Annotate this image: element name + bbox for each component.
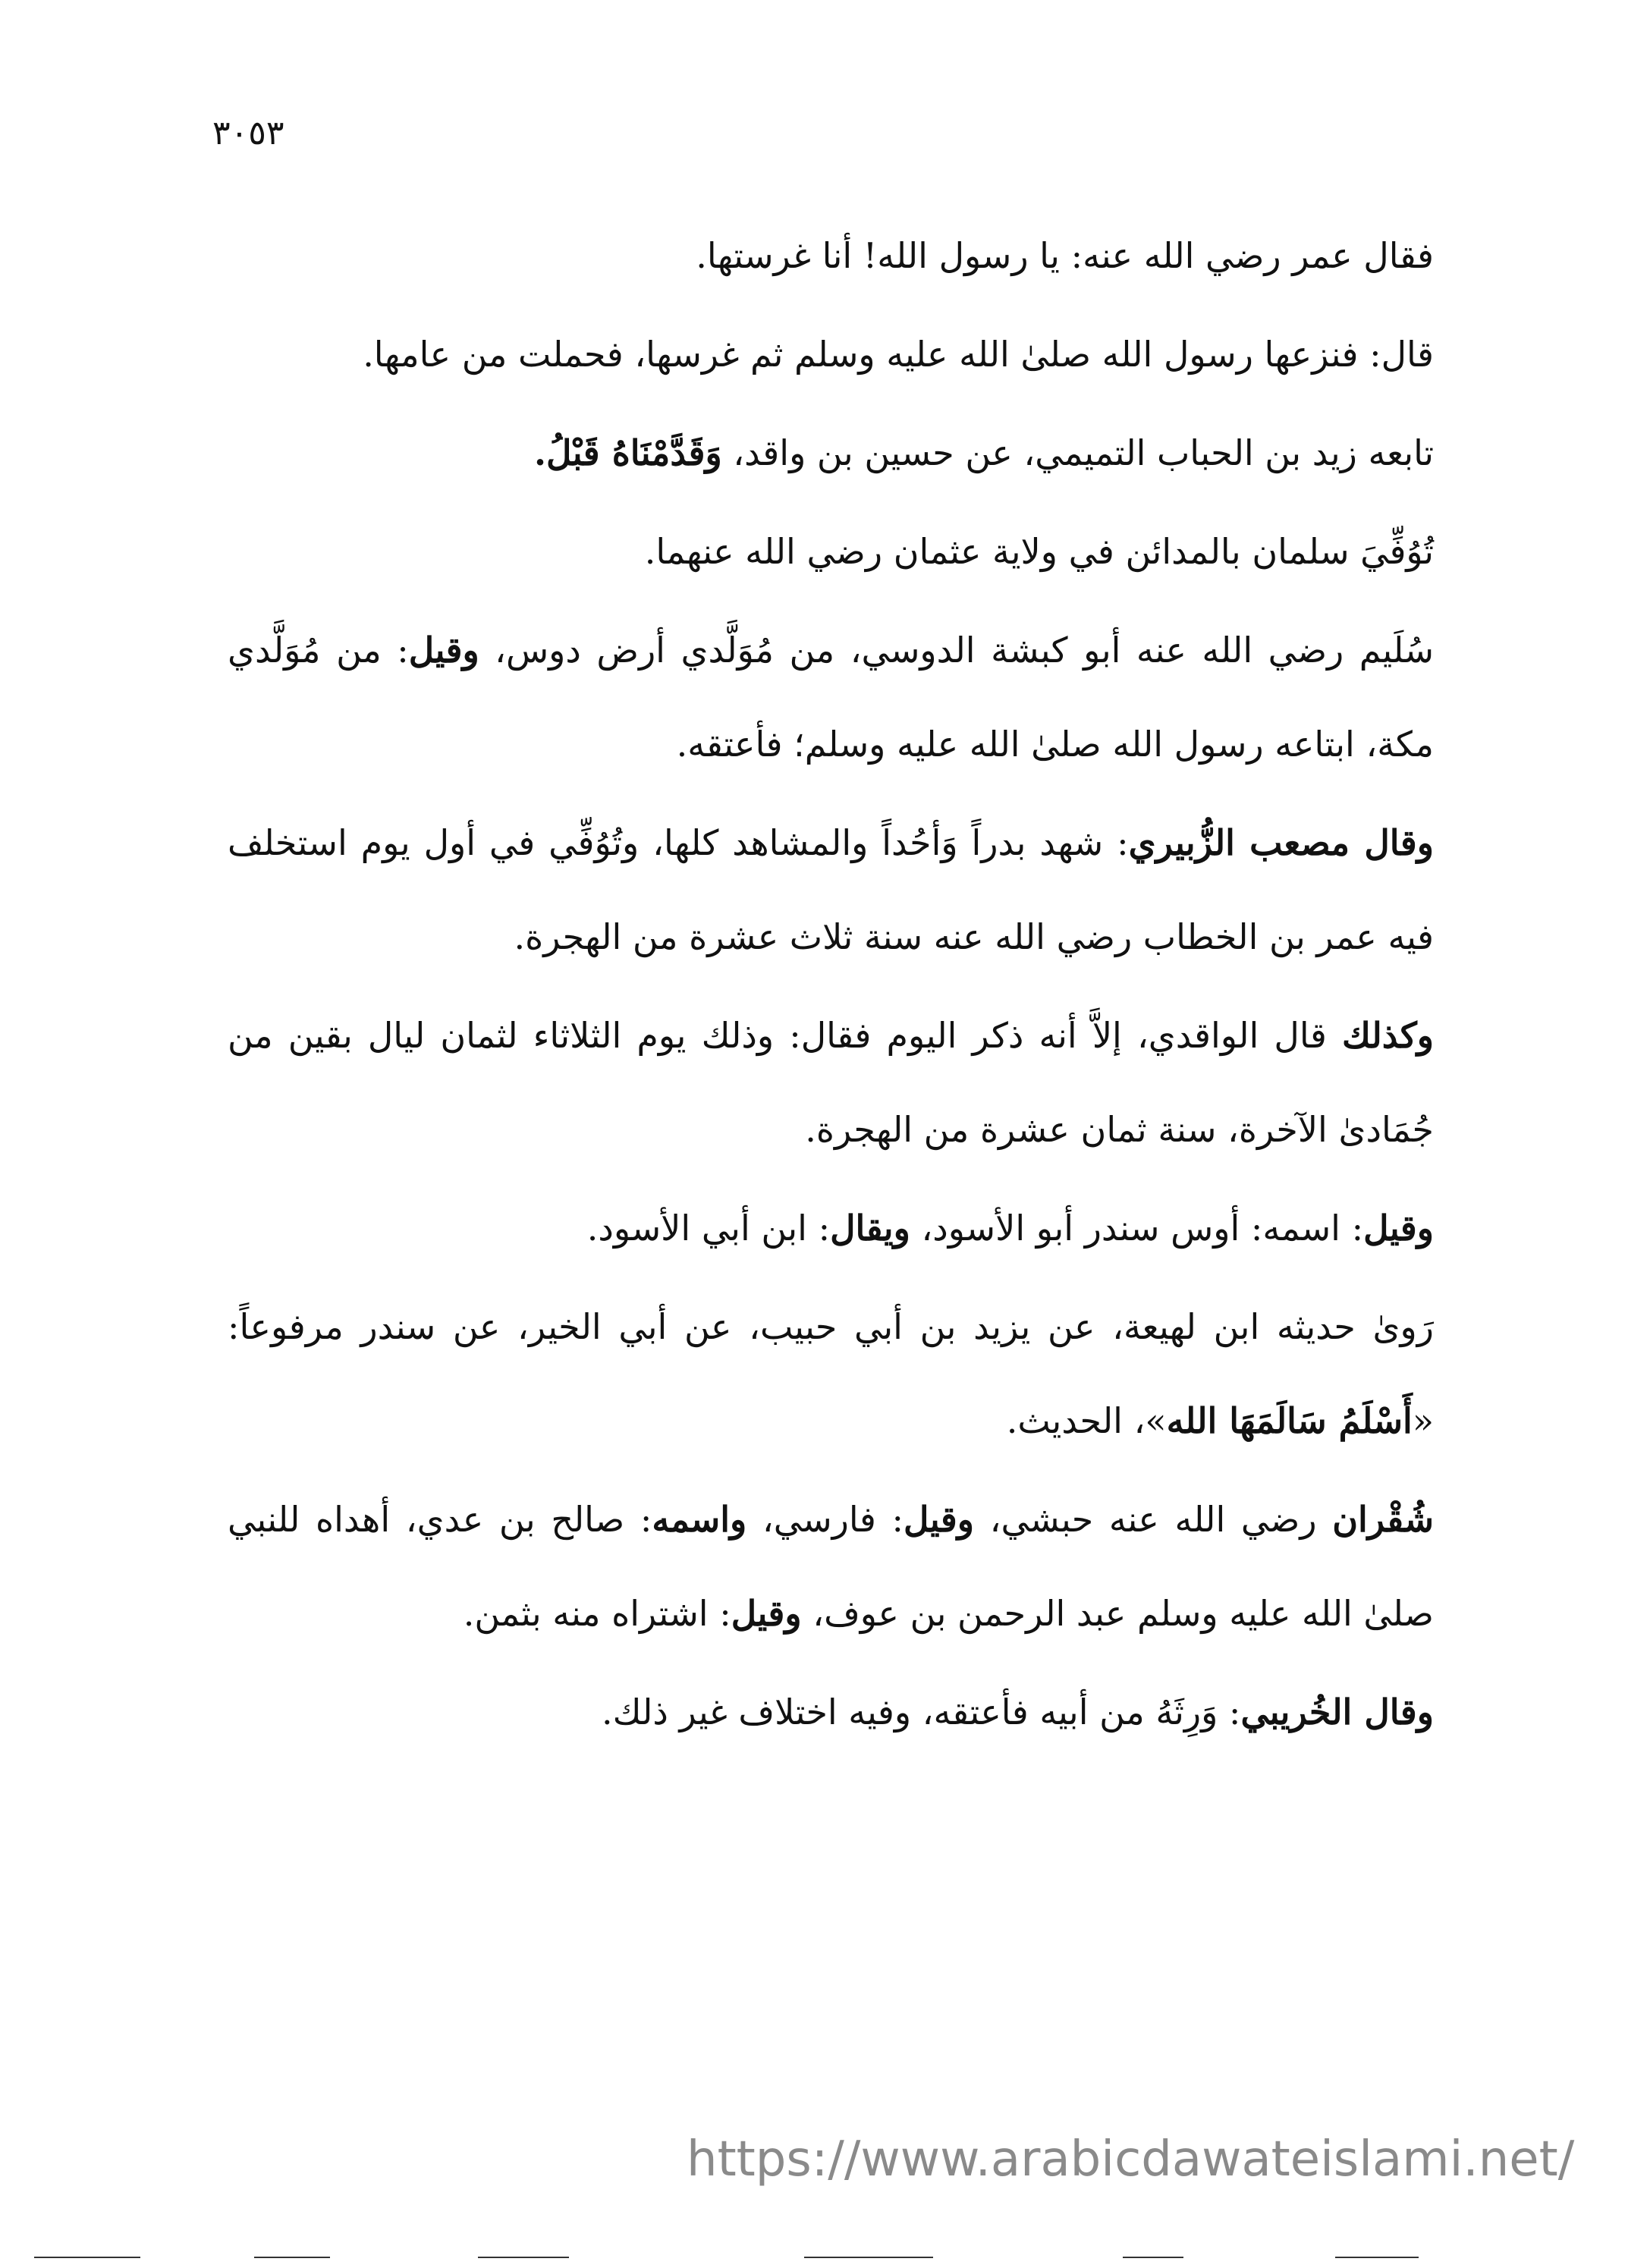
text-run: قال الواقدي، إلاَّ أنه ذكر اليوم فقال: وذلك يوم الثلاثاء لثمان ليال بقين من جُمَادىٰ الآخرة، سنة ثمان عشرة من الهجرة. xyxy=(228,1015,1434,1150)
bold-text: وقيل xyxy=(1363,1208,1434,1249)
paragraph xyxy=(228,603,1434,791)
text-run: : شهد بدراً وَأحُداً والمشاهد كلها، وتُوُفِّي في أول يوم استخلف فيه عمر بن الخطاب رضي الله عنه سنة ثلاث عشرة من الهجرة. xyxy=(228,822,1434,957)
text-run: رضي الله عنه حبشي، xyxy=(973,1499,1333,1540)
bold-text: وقال الخُريبي xyxy=(1240,1692,1434,1732)
text-run: : اسمه: أوس سندر أبو الأسود، xyxy=(910,1208,1364,1249)
paragraph xyxy=(228,504,1434,598)
paragraph xyxy=(228,307,1434,401)
text-run: قال: فنزعها رسول الله صلىٰ الله عليه وسلم ثم غرسها، فحملت من عامها. xyxy=(363,334,1434,375)
footer-rule xyxy=(1123,2257,1183,2258)
paragraph xyxy=(228,988,1434,1176)
paragraph xyxy=(228,1665,1434,1759)
text-run: : ابن أبي الأسود. xyxy=(586,1208,831,1249)
body-text xyxy=(228,209,1434,1764)
paragraph xyxy=(228,1472,1434,1660)
page-number: ٣٠٥٣ xyxy=(212,114,284,152)
paragraph xyxy=(228,796,1434,984)
bold-text: شُقْران xyxy=(1332,1499,1434,1540)
footer-rule xyxy=(254,2257,330,2258)
bold-text: وقيل xyxy=(408,630,479,671)
bold-text: أَسْلَمُ سَالَمَهَا الله xyxy=(1166,1400,1413,1441)
paragraph xyxy=(228,1280,1434,1468)
text-run: تابعه زيد بن الحباب التميمي، عن حسين بن واقد، xyxy=(721,432,1434,473)
footer-rule xyxy=(478,2257,569,2258)
paragraph xyxy=(228,209,1434,303)
bold-text: ويقال xyxy=(830,1208,910,1249)
text-run: : من مُوَلَّدي مكة، ابتاعه رسول الله صلىٰ الله عليه وسلم؛ فأعتقه. xyxy=(228,630,1434,765)
text-run: سُلَيم رضي الله عنه أبو كبشة الدوسي، من مُوَلَّدي أرض دوس، xyxy=(479,630,1434,671)
bold-text: وقال مصعب الزُّبيري xyxy=(1128,822,1434,863)
watermark-url: https://www.arabicdawateislami.net/ xyxy=(687,2131,1575,2188)
footer-rule xyxy=(34,2257,140,2258)
text-run: تُوُفِّيَ سلمان بالمدائن في ولاية عثمان رضي الله عنهما. xyxy=(644,531,1434,572)
bold-text: وَقَدَّمْنَاهُ قَبْلُ. xyxy=(533,432,722,473)
bold-text: واسمه xyxy=(652,1499,747,1540)
paragraph xyxy=(228,1181,1434,1275)
text-run: »، الحديث. xyxy=(1006,1400,1167,1441)
footer-rule xyxy=(804,2257,933,2258)
bold-text: وقيل xyxy=(904,1499,974,1540)
paragraph xyxy=(228,406,1434,500)
footer-rule xyxy=(1335,2257,1419,2258)
text-run: فقال عمر رضي الله عنه: يا رسول الله! أنا غرستها. xyxy=(696,235,1434,276)
text-run: : فارسي، xyxy=(746,1499,904,1540)
bold-text: وكذلك xyxy=(1341,1015,1434,1056)
text-run: : اشتراه منه بثمن. xyxy=(463,1593,731,1634)
text-run: : وَرِثَهُ من أبيه فأعتقه، وفيه اختلاف غير ذلك. xyxy=(601,1692,1241,1732)
text-run: : صالح بن عدي، أهداه للنبي صلىٰ الله عليه وسلم عبد الرحمن بن عوف، xyxy=(228,1499,1434,1634)
bold-text: وقيل xyxy=(731,1593,802,1634)
text-run: رَوىٰ حديثه ابن لهيعة، عن يزيد بن أبي حبيب، عن أبي الخير، عن سندر مرفوعاً: « xyxy=(228,1306,1434,1441)
